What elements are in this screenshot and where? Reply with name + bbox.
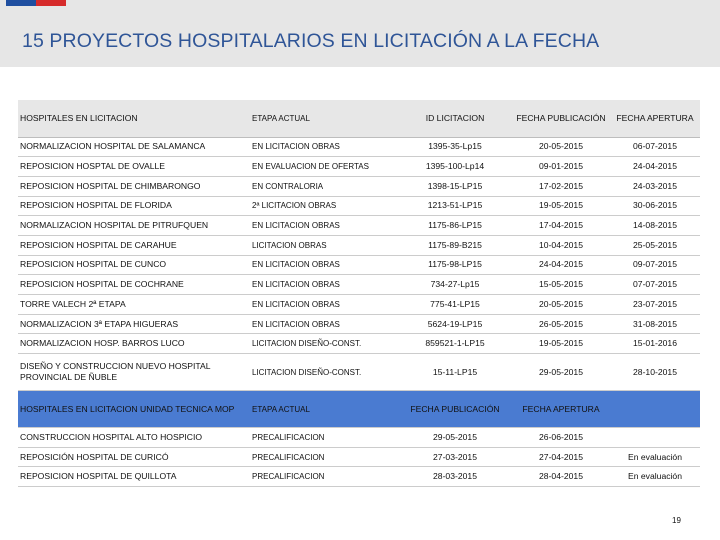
flag-stripe-red	[36, 0, 66, 6]
header-id: ID LICITACION	[398, 100, 512, 137]
cell-publication: 17-02-2015	[512, 176, 610, 196]
cell-id: 15-11-LP15	[398, 354, 512, 391]
header-stage: ETAPA ACTUAL	[250, 100, 398, 137]
cell-hospital: REPOSICION HOSPTAL DE OVALLE	[18, 157, 250, 177]
cell-publication: 29-05-2015	[398, 428, 512, 448]
cell-publication: 27-03-2015	[398, 447, 512, 467]
cell-publication: 10-04-2015	[512, 235, 610, 255]
cell-stage: EN LICITACION OBRAS	[250, 137, 398, 157]
cell-opening: 31-08-2015	[610, 314, 700, 334]
cell-hospital: REPOSICIÓN HOSPITAL DE CURICÓ	[18, 447, 250, 467]
cell-opening: 24-03-2015	[610, 176, 700, 196]
table-row	[18, 275, 700, 295]
table-row	[18, 314, 700, 334]
header-publication: FECHA PUBLICACIÓN	[512, 100, 610, 137]
cell-hospital: NORMALIZACION 3ª ETAPA HIGUERAS	[18, 314, 250, 334]
table2-header-row	[18, 391, 700, 428]
table-row	[18, 354, 700, 391]
header-opening: FECHA APERTURA	[610, 100, 700, 137]
table1-header-row	[18, 100, 700, 137]
cell-stage: PRECALIFICACION	[250, 428, 398, 448]
cell-hospital: REPOSICION HOSPITAL DE CHIMBARONGO	[18, 176, 250, 196]
table-row	[18, 157, 700, 177]
cell-hospital: NORMALIZACION HOSPITAL DE PITRUFQUEN	[18, 216, 250, 236]
cell-id: 1395-35-Lp15	[398, 137, 512, 157]
table-row	[18, 255, 700, 275]
cell-hospital: NORMALIZACION HOSPITAL DE SALAMANCA	[18, 137, 250, 157]
projects-table	[18, 100, 700, 487]
table-row	[18, 467, 700, 487]
cell-opening: 14-08-2015	[610, 216, 700, 236]
cell-status: En evaluación	[610, 447, 700, 467]
cell-id: 5624-19-LP15	[398, 314, 512, 334]
cell-opening: 25-05-2015	[610, 235, 700, 255]
cell-hospital: REPOSICION HOSPITAL DE CARAHUE	[18, 235, 250, 255]
cell-id: 1175-98-LP15	[398, 255, 512, 275]
cell-publication: 19-05-2015	[512, 196, 610, 216]
cell-opening: 28-04-2015	[512, 467, 610, 487]
cell-status	[610, 428, 700, 448]
cell-publication: 17-04-2015	[512, 216, 610, 236]
cell-stage: EN LICITACION OBRAS	[250, 314, 398, 334]
cell-status: En evaluación	[610, 467, 700, 487]
flag-stripe-blue	[6, 0, 36, 6]
cell-publication: 20-05-2015	[512, 137, 610, 157]
cell-stage: LICITACION DISEÑO-CONST.	[250, 354, 398, 391]
cell-id: 1175-86-LP15	[398, 216, 512, 236]
header-mop-status	[610, 391, 700, 428]
cell-stage: EN LICITACION OBRAS	[250, 216, 398, 236]
cell-opening: 09-07-2015	[610, 255, 700, 275]
cell-stage: EN EVALUACION DE OFERTAS	[250, 157, 398, 177]
table-row	[18, 137, 700, 157]
cell-hospital: REPOSICION HOSPITAL DE QUILLOTA	[18, 467, 250, 487]
header-hospital: HOSPITALES EN LICITACION	[18, 100, 250, 137]
cell-stage: EN LICITACION OBRAS	[250, 255, 398, 275]
cell-id: 734-27-Lp15	[398, 275, 512, 295]
cell-stage: LICITACION OBRAS	[250, 235, 398, 255]
cell-opening: 24-04-2015	[610, 157, 700, 177]
table-row	[18, 196, 700, 216]
cell-hospital: DISEÑO Y CONSTRUCCION NUEVO HOSPITAL PROVINCIAL DE ÑUBLE	[18, 354, 250, 391]
table-row	[18, 295, 700, 315]
table-row	[18, 216, 700, 236]
cell-publication: 29-05-2015	[512, 354, 610, 391]
cell-stage: LICITACION DISEÑO-CONST.	[250, 334, 398, 354]
cell-opening: 23-07-2015	[610, 295, 700, 315]
cell-id: 1213-51-LP15	[398, 196, 512, 216]
cell-stage: EN CONTRALORIA	[250, 176, 398, 196]
cell-publication: 19-05-2015	[512, 334, 610, 354]
cell-hospital: REPOSICION HOSPITAL DE COCHRANE	[18, 275, 250, 295]
header-mop-publication: FECHA PUBLICACIÓN	[398, 391, 512, 428]
cell-stage: EN LICITACION OBRAS	[250, 275, 398, 295]
header-mop-opening: FECHA APERTURA	[512, 391, 610, 428]
cell-hospital: NORMALIZACION HOSP. BARROS LUCO	[18, 334, 250, 354]
cell-id: 1395-100-Lp14	[398, 157, 512, 177]
table-row	[18, 447, 700, 467]
cell-hospital: REPOSICION HOSPITAL DE CUNCO	[18, 255, 250, 275]
header-mop-stage: ETAPA ACTUAL	[250, 391, 398, 428]
cell-publication: 26-05-2015	[512, 314, 610, 334]
table-row	[18, 428, 700, 448]
cell-stage: 2ª LICITACION OBRAS	[250, 196, 398, 216]
cell-id: 859521-1-LP15	[398, 334, 512, 354]
cell-opening: 06-07-2015	[610, 137, 700, 157]
cell-id: 775-41-LP15	[398, 295, 512, 315]
cell-publication: 15-05-2015	[512, 275, 610, 295]
cell-publication: 20-05-2015	[512, 295, 610, 315]
cell-opening: 27-04-2015	[512, 447, 610, 467]
cell-stage: PRECALIFICACION	[250, 447, 398, 467]
page-number: 19	[672, 516, 681, 525]
table-row	[18, 235, 700, 255]
cell-opening: 15-01-2016	[610, 334, 700, 354]
title-band	[0, 0, 720, 67]
table-row	[18, 334, 700, 354]
cell-opening: 28-10-2015	[610, 354, 700, 391]
cell-hospital: TORRE VALECH 2ª ETAPA	[18, 295, 250, 315]
cell-publication: 28-03-2015	[398, 467, 512, 487]
slide-title: 15 PROYECTOS HOSPITALARIOS EN LICITACIÓN A LA FECHA	[22, 30, 600, 52]
cell-opening: 30-06-2015	[610, 196, 700, 216]
cell-hospital: REPOSICION HOSPITAL DE FLORIDA	[18, 196, 250, 216]
cell-stage: PRECALIFICACION	[250, 467, 398, 487]
cell-stage: EN LICITACION OBRAS	[250, 295, 398, 315]
cell-opening: 07-07-2015	[610, 275, 700, 295]
table-row	[18, 176, 700, 196]
cell-publication: 09-01-2015	[512, 157, 610, 177]
cell-publication: 24-04-2015	[512, 255, 610, 275]
cell-opening: 26-06-2015	[512, 428, 610, 448]
cell-hospital: CONSTRUCCION HOSPITAL ALTO HOSPICIO	[18, 428, 250, 448]
cell-id: 1175-89-B215	[398, 235, 512, 255]
header-mop-hospital: HOSPITALES EN LICITACION UNIDAD TECNICA MOP	[18, 391, 250, 428]
cell-id: 1398-15-LP15	[398, 176, 512, 196]
